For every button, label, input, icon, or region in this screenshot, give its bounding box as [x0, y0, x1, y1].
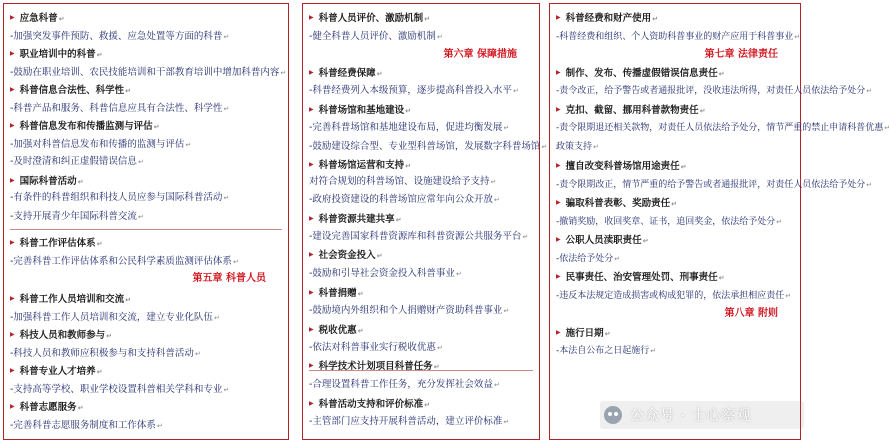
bullet-text: 对符合规划的科普场馆、设施建设给予支持 ↵ — [309, 176, 535, 188]
bullet-text: -科普产品和服务、科普信息应具有合法性、科学性 ↵ — [10, 103, 284, 115]
bullet-text: -支持开展青少年国际科普交流 ↵ — [10, 211, 284, 223]
section-heading: ▶ 制作、发布、传播虚假错误信息责任 ↵ — [556, 67, 796, 80]
section-heading: ▶ 公职人员渎职责任 ↵ — [556, 234, 796, 247]
section-heading: ▶ 科普信息发布和传播监测与评估 ↵ — [10, 120, 284, 133]
bullet-text: -加强对科普信息发布和传播的监测与评估 ↵ — [10, 139, 284, 151]
section-heading: ▶ 科普志愿服务 ↵ — [10, 401, 284, 414]
section-heading: ▶ 科普经费和财产使用 ↵ — [556, 12, 796, 25]
section-heading: ▶ 科普捐赠 ↵ — [309, 287, 535, 300]
bullet-text: -科普经费和组织、个人资助科普事业的财产应用于科普事业 ↵ — [556, 31, 796, 43]
section-heading: ▶ 科普工作人员培训和交流 ↵ — [10, 293, 284, 306]
wechat-icon — [604, 406, 622, 424]
bullet-text: -鼓励建设综合型、专业型科普场馆，发展数字科普场馆 ↵ — [309, 141, 535, 153]
chapter-title: 第六章 保障措施 — [443, 49, 517, 60]
bullet-text: -合理设置科普工作任务，充分发挥社会效益 ↵ — [309, 379, 535, 391]
column-chapter-5-6 — [302, 3, 540, 440]
chapter-title: 第七章 法律责任 — [704, 49, 778, 60]
bullet-text: -有条件的科普组织和科技人员应参与国际科普活动 ↵ — [10, 192, 284, 204]
section-heading: ▶ 科学技术计划项目科普任务 ↵ — [309, 360, 535, 373]
bullet-text: -责令改正，给予警告或者通报批评，没收违法所得，对责任人员依法给予处分 ↵ — [556, 85, 796, 97]
bullet-text: -责令限期退还相关款物，对责任人员依法给予处分，情节严重的禁止申请科普优惠 ↵ — [556, 122, 796, 134]
divider — [309, 370, 533, 371]
bullet-text: -科技人员和教师应积极参与和支持科普活动 ↵ — [10, 348, 284, 360]
section-heading: ▶ 科普活动支持和评价标准 ↵ — [309, 398, 535, 411]
section-heading: ▶ 擅自改变科普场馆用途责任 ↵ — [556, 160, 796, 173]
section-heading: ▶ 施行日期 ↵ — [556, 327, 796, 340]
bullet-text: -科普经费列入本级预算，逐步提高科普投入水平 ↵ — [309, 85, 535, 97]
section-heading: ▶ 科技人员和教师参与 ↵ — [10, 329, 284, 342]
bullet-text: -建设完善国家科普资源库和科普资源公共服务平台 ↵ — [309, 231, 535, 243]
bullet-text: 政策支持 ↵ — [556, 141, 796, 153]
section-heading: ▶ 民事责任、治安管理处罚、刑事责任 ↵ — [556, 271, 796, 284]
bullet-text: -依法对科普事业实行税收优惠 ↵ — [309, 342, 535, 354]
chapter-title: 第八章 附则 — [724, 308, 778, 319]
section-heading: ▶ 科普人员评价、激励机制 ↵ — [309, 12, 535, 25]
section-heading: ▶ 国际科普活动 ↵ — [10, 175, 284, 188]
chapter-title: 第五章 科普人员 — [192, 273, 266, 284]
bullet-text: -本法自公布之日起施行 ↵ — [556, 345, 796, 357]
column-chapter-6-8 — [549, 3, 884, 440]
bullet-text: -责令限期改正，情节严重的给予警告或者通报批评，对责任人员依法给予处分 ↵ — [556, 179, 796, 191]
section-heading: ▶ 科普场馆运营和支持 ↵ — [309, 159, 535, 172]
section-heading: ▶ 骗取科普表彰、奖励责任 ↵ — [556, 197, 796, 210]
section-heading: ▶ 科普专业人才培养 ↵ — [10, 365, 284, 378]
bullet-text: -完善科普志愿服务制度和工作体系 ↵ — [10, 420, 284, 432]
watermark — [600, 401, 804, 429]
bullet-text: -鼓励在职业培训、农民技能培训和干部教育培训中增加科普内容 ↵ — [10, 67, 284, 79]
section-heading: ▶ 税收优惠 ↵ — [309, 324, 535, 337]
bullet-text: -加强突发事件预防、救援、应急处置等方面的科普 ↵ — [10, 31, 284, 43]
bullet-text: -及时澄清和纠正虚假错误信息 ↵ — [10, 156, 284, 168]
section-heading: ▶ 克扣、截留、挪用科普款物责任 ↵ — [556, 104, 796, 117]
bullet-text: -撤销奖励，收回奖章、证书，追回奖金，依法给予处分 ↵ — [556, 216, 796, 228]
watermark-text: 公众号 · 士心察观 — [630, 408, 752, 424]
bullet-text: -主管部门应支持开展科普活动，建立评价标准 ↵ — [309, 416, 535, 428]
section-heading: ▶ 科普经费保障 ↵ — [309, 67, 535, 80]
bullet-text: -政府投资建设的科普场馆应常年向公众开放 ↵ — [309, 194, 535, 206]
section-heading: ▶ 科普资源共建共享 ↵ — [309, 213, 535, 226]
bullet-text: -违反本法规定造成损害或构成犯罪的，依法承担相应责任 ↵ — [556, 290, 796, 302]
bullet-text: -依法给予处分 ↵ — [556, 253, 796, 265]
column-chapter-4-5 — [3, 3, 289, 440]
section-heading: ▶ 应急科普 ↵ — [10, 12, 284, 25]
section-heading: ▶ 科普工作评估体系 ↵ — [10, 237, 284, 250]
divider — [10, 229, 282, 230]
bullet-text: -健全科普人员评价、激励机制 ↵ — [309, 31, 535, 43]
bullet-text: -完善科普工作评估体系和公民科学素质监测评估体系 ↵ — [10, 256, 284, 268]
bullet-text: -完善科普场馆和基地建设布局，促进均衡发展 ↵ — [309, 122, 535, 134]
section-heading: ▶ 科普信息合法性、科学性 ↵ — [10, 84, 284, 97]
bullet-text: -加强科普工作人员培训和交流，建立专业化队伍 ↵ — [10, 312, 284, 324]
bullet-text: -支持高等学校、职业学校设置科普相关学科和专业 ↵ — [10, 384, 284, 396]
bullet-text: -鼓励境内外组织和个人捐赠财产资助科普事业 ↵ — [309, 305, 535, 317]
section-heading: ▶ 科普场馆和基地建设 ↵ — [309, 104, 535, 117]
section-heading: ▶ 社会资金投入 ↵ — [309, 249, 535, 262]
bullet-text: -鼓励和引导社会资金投入科普事业 ↵ — [309, 268, 535, 280]
section-heading: ▶ 职业培训中的科普 ↵ — [10, 48, 284, 61]
